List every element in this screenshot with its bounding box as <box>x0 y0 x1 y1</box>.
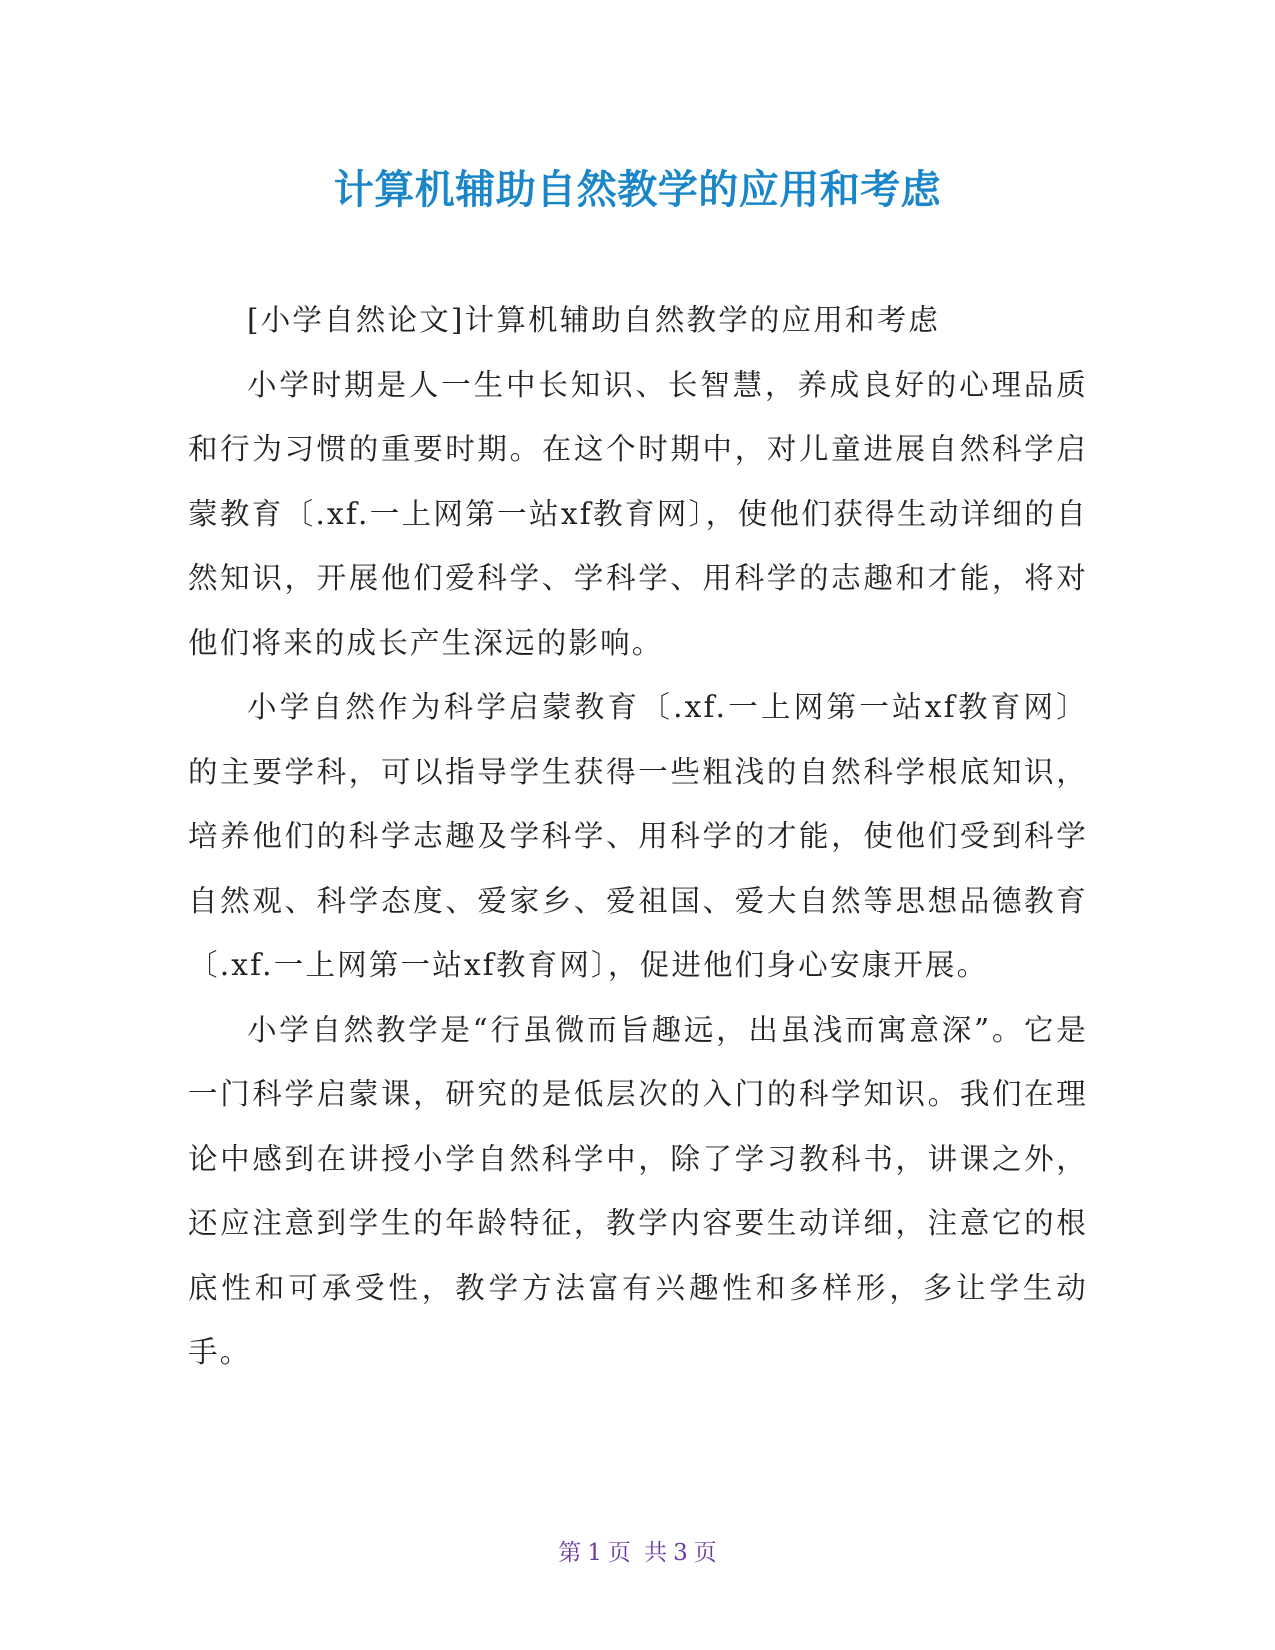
document-body <box>188 288 1088 1385</box>
paragraph: 小学自然教学是“行虽微而旨趣远，出虽浅而寓意深”。它是一门科学启蒙课，研究的是低层次的入门的科学知识。我们在理论中感到在讲授小学自然科学中，除了学习教科书，讲课之外，还应注意到学生的年龄特征，教学内容要生动详细，注意它的根底性和可承受性，教学方法富有兴趣性和多样形，多让学生动手。 <box>188 1012 1088 1369</box>
document-title: 计算机辅助自然教学的应用和考虑 <box>333 167 942 213</box>
page-footer <box>0 1538 1275 1568</box>
paragraph-subtitle: [小学自然论文]计算机辅助自然教学的应用和考虑 <box>247 303 941 337</box>
paragraph: 小学时期是人一生中长知识、长智慧，养成良好的心理品质和行为习惯的重要时期。在这个时期中，对儿童进展自然科学启蒙教育〔.xf.一上网第一站xf教育网〕，使他们获得生动详细的自然知识，开展他们爱科学、学科学、用科学的志趣和才能，将对他们将来的成长产生深远的影响。 <box>188 367 1088 660</box>
footer-prefix: 第 <box>558 1540 582 1566</box>
paragraph: 小学自然作为科学启蒙教育〔.xf.一上网第一站xf教育网〕的主要学科，可以指导学生获得一些粗浅的自然科学根底知识，培养他们的科学志趣及学科学、用科学的才能，使他们受到科学自然观、科学态度、爱家乡、爱祖国、爱大自然等思想品德教育〔.xf.一上网第一站xf教育网〕，促进他们身心安康开展。 <box>188 690 1088 982</box>
footer-middle: 页 共 <box>607 1540 668 1566</box>
total-pages-number: 3 <box>673 1540 688 1566</box>
footer-suffix: 页 <box>693 1540 717 1566</box>
current-page-number: 1 <box>587 1540 602 1566</box>
